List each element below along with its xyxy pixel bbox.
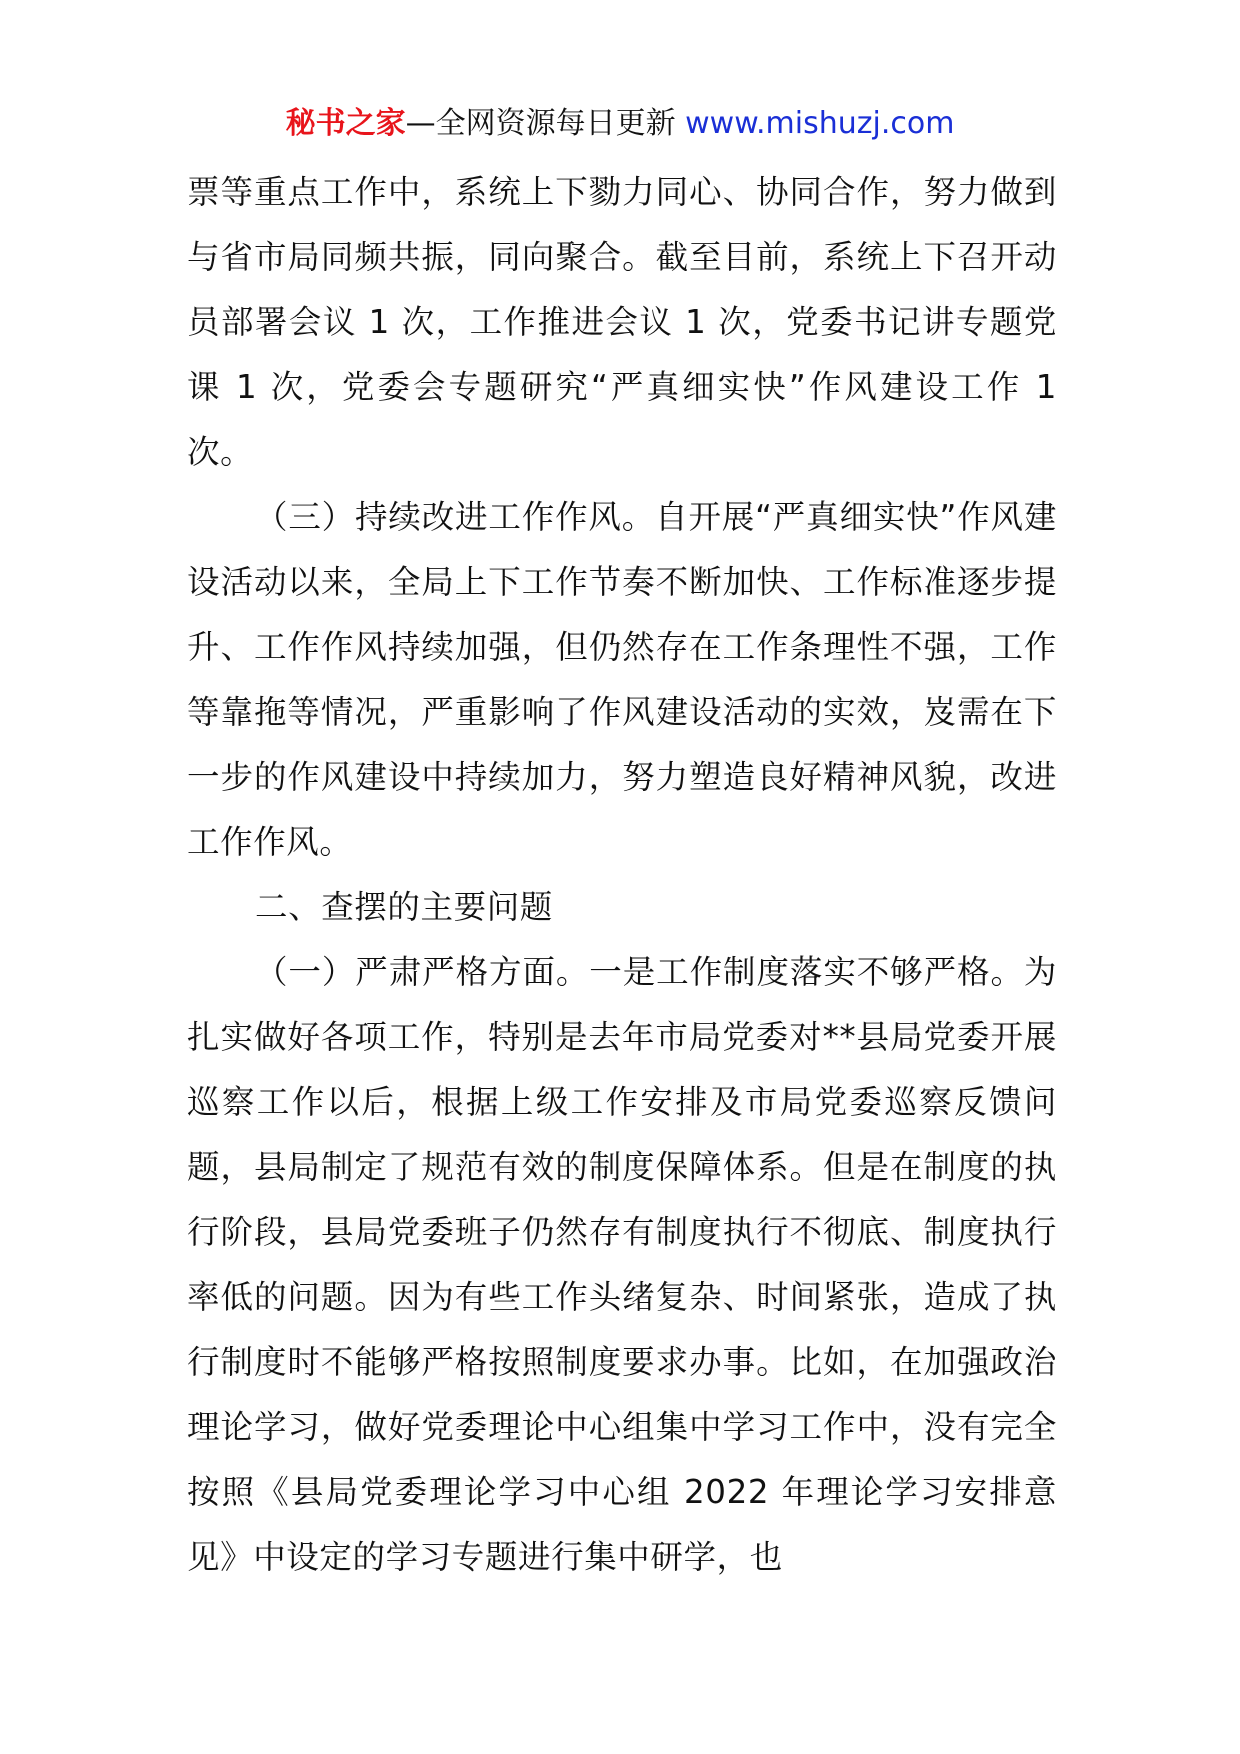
paragraph: （三）持续改进工作作风。自开展“严真细实快”作风建设活动以来，全局上下工作节奏不断加快、工作标准逐步提升、工作作风持续加强，但仍然存在工作条理性不强，工作等靠拖等情况，严重影响了作风建设活动的实效，岌需在下一步的作风建设中持续加力，努力塑造良好精神风貌，改进工作作风。 [187, 498, 1057, 861]
header-url-link[interactable]: www.mishuzj.com [685, 106, 955, 141]
paragraph: （一）严肃严格方面。一是工作制度落实不够严格。为扎实做好各项工作，特别是去年市局党委对**县局党委开展巡察工作以后，根据上级工作安排及市局党委巡察反馈问题，县局制定了规范有效的制度保障体系。但是在制度的执行阶段，县局党委班子仍然存有制度执行不彻底、制度执行率低的问题。因为有些工作头绪复杂、时间紧张，造成了执行制度时不能够严格按照制度要求办事。比如，在加强政治理论学习，做好党委理论中心组集中学习工作中，没有完全按照《县局党委理论学习中心组 2022 年理论学习安排意见》中设定的学习专题进行集中研学，也 [187, 953, 1057, 1576]
paragraph: 票等重点工作中，系统上下勠力同心、协同合作，努力做到与省市局同频共振，同向聚合。截至目前，系统上下召开动员部署会议 1 次，工作推进会议 1 次，党委书记讲专题党课 1 次，党委会专题研究“严真细实快”作风建设工作 1 次。 [187, 173, 1057, 471]
header-brand: 秘书之家 [285, 106, 406, 141]
header-slogan: —全网资源每日更新 [405, 106, 676, 141]
document-body [187, 160, 1057, 1590]
page-header [0, 102, 1240, 146]
section-heading: 二、查摆的主要问题 [255, 888, 553, 926]
